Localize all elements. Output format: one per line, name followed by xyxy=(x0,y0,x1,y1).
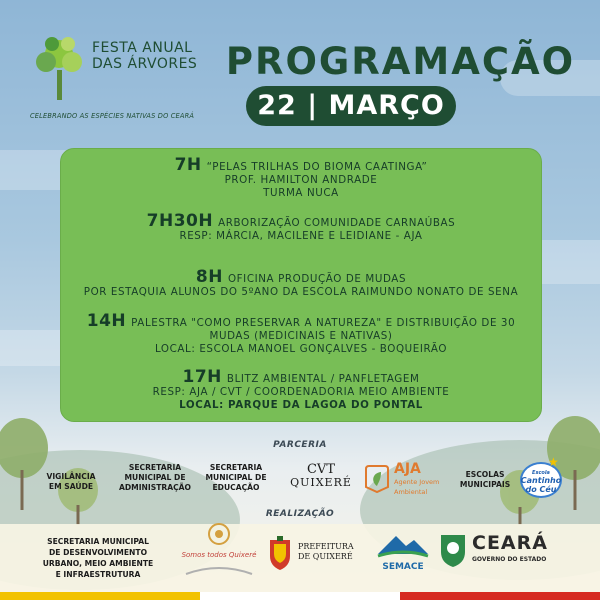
secretaria-text: URBANO, MEIO AMBIENTE xyxy=(42,559,154,568)
partner-escolas xyxy=(454,470,516,490)
partner-sec-administracao xyxy=(114,463,196,493)
partner-cvt xyxy=(282,462,360,489)
aja-logo-text: Agente Jovem xyxy=(394,478,440,486)
partner-text: MUNICIPAL DE xyxy=(205,473,267,482)
partner-text: MUNICIPAL DE xyxy=(124,473,186,482)
semace-wave-icon xyxy=(374,528,432,562)
partner-sec-educacao xyxy=(200,463,272,493)
logo-title-line1: FESTA ANUAL xyxy=(92,40,193,56)
schedule-line: PROF. HAMILTON ANDRADE xyxy=(224,174,378,186)
realizacao-label: REALIZAÇÃO xyxy=(265,509,335,519)
cantinho-text: Escola xyxy=(532,470,550,476)
parceria-label: PARCERIA xyxy=(273,440,327,450)
partner-text: SECRETARIA xyxy=(128,463,182,472)
partner-text: ESCOLAS xyxy=(465,470,505,479)
partner-text: ADMINISTRAÇÃO xyxy=(118,483,192,492)
schedule-line: LOCAL: ESCOLA MANOEL GONÇALVES - BOQUEIRÃO xyxy=(154,343,448,355)
schedule-time: 14H xyxy=(86,311,127,331)
schedule-item xyxy=(61,155,541,200)
schedule-line: MUDAS (MEDICINAIS E NATIVAS) xyxy=(209,330,393,342)
schedule-line: POR ESTAQUIA ALUNOS DO 5ºANO DA ESCOLA RAIMUNDO NONATO DE SENA xyxy=(83,286,519,298)
schedule-item xyxy=(61,367,541,412)
logo-subtitle: CELEBRANDO AS ESPÉCIES NATIVAS DO CEARÁ xyxy=(30,112,195,120)
aja-leaf-icon xyxy=(364,464,390,494)
ceara-text: CEARÁ xyxy=(472,532,548,554)
quixere-swoosh-icon xyxy=(178,560,260,580)
semace-text: SEMACE xyxy=(382,562,424,572)
somos-text: Somos todos Quixeré xyxy=(181,551,257,559)
schedule-line: RESP: AJA / CVT / COORDENADORIA MEIO AMBIENTE xyxy=(152,386,450,398)
schedule-line: TURMA NUCA xyxy=(263,187,339,199)
partner-text: MUNICIPAIS xyxy=(459,480,511,489)
partner-text: EM SAÚDE xyxy=(48,482,94,491)
logo-title xyxy=(92,40,207,72)
aja-logo-text: Ambiental xyxy=(394,488,428,496)
schedule-line: “PELAS TRILHAS DO BIOMA CAATINGA” xyxy=(206,161,428,173)
star-icon: ★ xyxy=(548,455,559,469)
schedule-time: 7H xyxy=(174,155,202,175)
schedule-line: BLITZ AMBIENTAL / PANFLETAGEM xyxy=(226,373,420,385)
partner-vigilancia xyxy=(36,472,106,492)
realizacao-secretaria xyxy=(28,536,168,580)
secretaria-text: DE DESENVOLVIMENTO xyxy=(48,548,148,557)
cantinho-text: Cantinho xyxy=(520,476,562,485)
somos-todos-quixere-logo xyxy=(178,516,260,580)
schedule-time: 17H xyxy=(182,367,222,387)
ceara-sub-text: GOVERNO DO ESTADO xyxy=(472,556,547,563)
schedule-card xyxy=(60,148,542,422)
secretaria-text: E INFRAESTRUTURA xyxy=(55,570,141,579)
prefeitura-text: DE QUIXERÉ xyxy=(298,552,353,561)
schedule-line: LOCAL: PARQUE DA LAGOA DO PONTAL xyxy=(179,399,423,411)
tree-logo-icon xyxy=(32,32,88,104)
schedule-item xyxy=(61,267,541,299)
partner-text: SECRETARIA xyxy=(209,463,263,472)
prefeitura-text: PREFEITURA xyxy=(298,542,354,551)
page-title: PROGRAMAÇÃO xyxy=(225,40,576,83)
logo-title-line2: DAS ÁRVORES xyxy=(92,56,198,72)
cvt-logo-text: CVT xyxy=(306,462,335,477)
prefeitura-quixere-logo xyxy=(266,536,366,576)
schedule-time: 8H xyxy=(195,267,223,287)
stripe-white xyxy=(200,592,400,600)
schedule-line: RESP: MÁRCIA, MACILENE E LEIDIANE - AJA xyxy=(179,230,423,242)
schedule-time: 7H30H xyxy=(146,211,214,231)
secretaria-text: SECRETARIA MUNICIPAL xyxy=(47,537,149,546)
cantinho-text: do Céu xyxy=(525,485,557,494)
partner-text: VIGILÂNCIA xyxy=(46,472,96,481)
quixere-sun-icon xyxy=(178,516,260,552)
partner-text: EDUCAÇÃO xyxy=(212,483,260,492)
schedule-line: ARBORIZAÇÃO COMUNIDADE CARNAÚBAS xyxy=(218,217,456,229)
event-logo xyxy=(30,32,210,124)
partner-aja xyxy=(364,460,446,498)
stripe-red xyxy=(400,592,600,600)
aja-logo-text: AJA xyxy=(394,461,421,477)
coat-of-arms-icon xyxy=(266,536,294,572)
ceara-shield-icon xyxy=(438,532,468,568)
semace-logo xyxy=(374,528,432,576)
schedule-item xyxy=(61,211,541,243)
schedule-line: PALESTRA "COMO PRESERVAR A NATUREZA" E DISTRIBUIÇÃO DE 30 xyxy=(131,317,516,329)
partner-cantinho-do-ceu xyxy=(516,455,568,500)
date-badge: 22 | MARÇO xyxy=(246,86,456,126)
schedule-line: OFICINA PRODUÇÃO DE MUDAS xyxy=(227,273,407,285)
cvt-logo-text: QUIXERÉ xyxy=(290,476,352,489)
stripe-yellow xyxy=(0,592,200,600)
schedule-item xyxy=(61,311,541,356)
ceara-logo xyxy=(438,532,568,576)
